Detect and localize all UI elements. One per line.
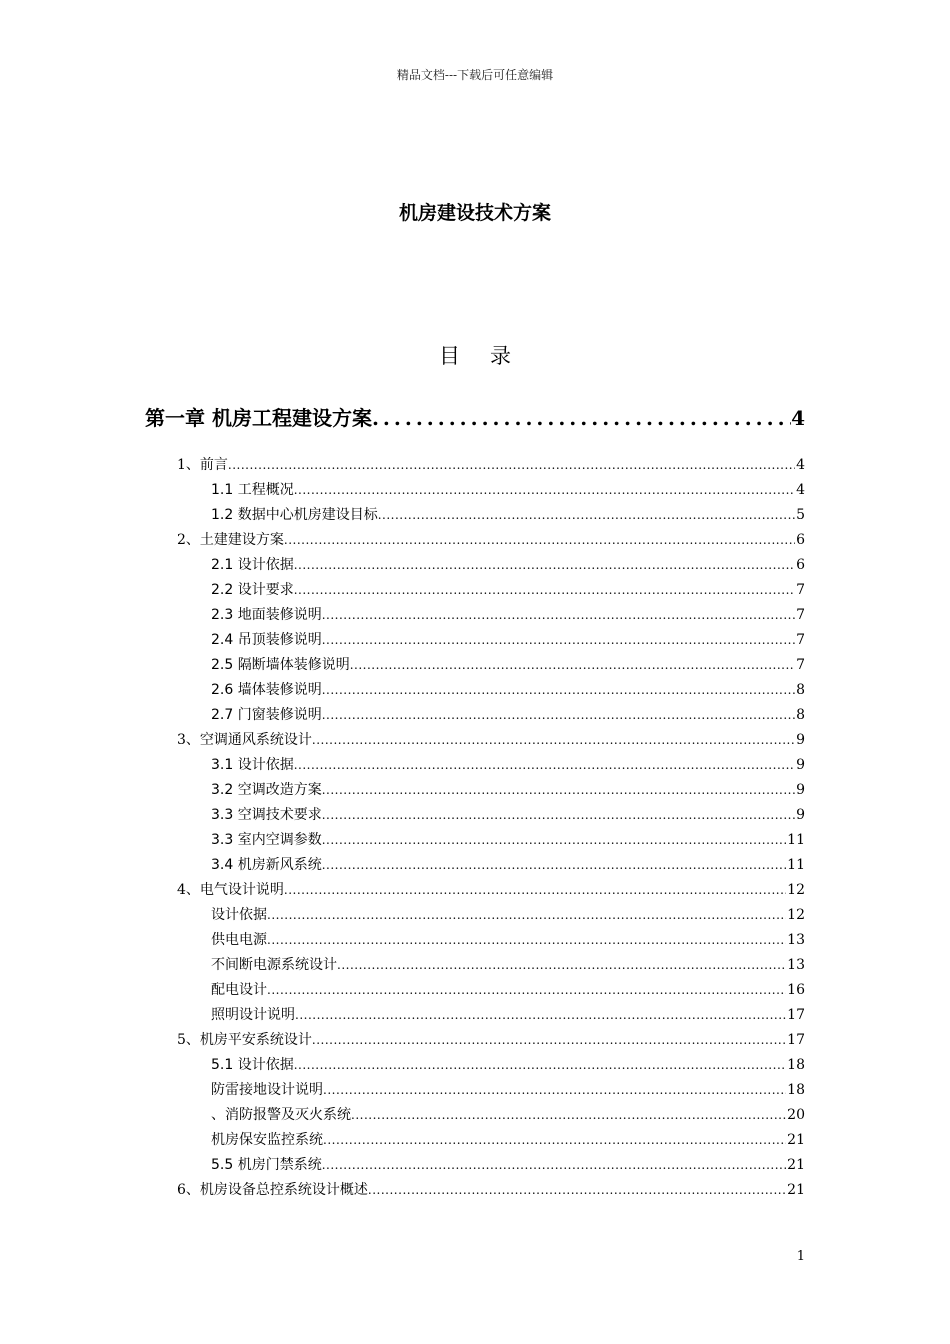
dot-leader	[267, 928, 786, 953]
page-number: 1	[796, 1249, 805, 1264]
toc-entry[interactable]	[211, 1053, 805, 1078]
dot-leader	[368, 1178, 786, 1203]
toc-entry-label: 2.7 门窗装修说明	[211, 707, 322, 723]
toc-entry-label: 2、土建建设方案	[177, 532, 284, 548]
dot-leader	[322, 1153, 786, 1178]
toc-entry[interactable]	[211, 703, 805, 728]
toc-entry-label: 配电设计	[211, 982, 267, 998]
toc-entry[interactable]	[211, 678, 805, 703]
toc-entry-label: 6、机房设备总控系统设计概述	[177, 1182, 368, 1198]
dot-leader	[322, 803, 795, 828]
toc-entry[interactable]	[177, 878, 805, 903]
toc-entry-page: 18	[787, 1057, 805, 1073]
toc-entry-page: 13	[787, 932, 805, 948]
toc-entry-label: 1、前言	[177, 457, 228, 473]
toc-entry-label: 照明设计说明	[211, 1007, 295, 1023]
toc-entry-page: 12	[787, 907, 805, 923]
toc-entry-label: 4、电气设计说明	[177, 882, 284, 898]
toc-entry-label: 1.2 数据中心机房建设目标	[211, 507, 378, 523]
dot-leader	[294, 1053, 786, 1078]
toc-entry[interactable]	[211, 903, 805, 928]
toc-entry-page: 4	[796, 482, 805, 498]
dot-leader	[322, 853, 786, 878]
dot-leader	[337, 953, 786, 978]
toc-entry[interactable]	[211, 953, 805, 978]
toc-entry-label: 机房保安监控系统	[211, 1132, 323, 1148]
toc-entry-label: 2.4 吊顶装修说明	[211, 632, 322, 648]
toc-entry-label: 2.3 地面装修说明	[211, 607, 322, 623]
toc-entry-page: 8	[796, 707, 805, 723]
toc-heading: 目录	[439, 344, 541, 368]
toc-entry-page: 21	[787, 1132, 805, 1148]
dot-leader	[294, 753, 795, 778]
dot-leader	[322, 703, 795, 728]
toc-entry[interactable]	[211, 478, 805, 503]
dot-leader	[323, 1078, 786, 1103]
toc-entry[interactable]	[177, 1028, 805, 1053]
toc-entry[interactable]	[211, 803, 805, 828]
toc-entry[interactable]	[177, 1178, 805, 1203]
toc-entry-page: 18	[787, 1082, 805, 1098]
toc-entry-page: 13	[787, 957, 805, 973]
dot-leader	[378, 503, 795, 528]
toc-entry-label: 3、空调通风系统设计	[177, 732, 312, 748]
toc-entry[interactable]	[211, 628, 805, 653]
toc-entry-label: 2.6 墙体装修说明	[211, 682, 322, 698]
toc-entry[interactable]	[211, 653, 805, 678]
toc-entry-page: 6	[796, 532, 805, 548]
toc-entry-label: 3.1 设计依据	[211, 757, 294, 773]
toc-entry-page: 7	[796, 657, 805, 673]
toc-entry-page: 12	[787, 882, 805, 898]
dot-leader	[284, 878, 786, 903]
toc-entry-page: 9	[796, 757, 805, 773]
dot-leader	[322, 628, 795, 653]
toc-entry-label: 3.3 室内空调参数	[211, 832, 322, 848]
toc-entry-label: 3.2 空调改造方案	[211, 782, 322, 798]
toc-entry[interactable]	[177, 528, 805, 553]
toc-entry-label: 5.1 设计依据	[211, 1057, 294, 1073]
dot-leader	[294, 478, 795, 503]
toc-entry-page: 7	[796, 607, 805, 623]
dot-leader	[284, 528, 795, 553]
dot-leader	[323, 1128, 786, 1153]
dot-leader	[322, 828, 786, 853]
toc-entry-page: 5	[796, 507, 805, 523]
toc-entry[interactable]	[211, 1078, 805, 1103]
dot-leader	[312, 1028, 786, 1053]
toc-entry-page: 7	[796, 632, 805, 648]
page-header: 精品文档---下载后可任意编辑	[396, 68, 554, 82]
dot-leader	[267, 903, 786, 928]
toc-entry[interactable]	[211, 778, 805, 803]
toc-entry-label: 设计依据	[211, 907, 267, 923]
toc-entry-page: 9	[796, 782, 805, 798]
toc-entry-label: 3.3 空调技术要求	[211, 807, 322, 823]
chapter-label: 第一章 机房工程建设方案	[145, 406, 372, 430]
toc-entry-page: 8	[796, 682, 805, 698]
toc-entry[interactable]	[211, 753, 805, 778]
dot-leader	[312, 728, 795, 753]
toc-entry-label: 1.1 工程概况	[211, 482, 294, 498]
toc-entry-page: 17	[787, 1007, 805, 1023]
toc-entry[interactable]	[177, 453, 805, 478]
toc-entry[interactable]	[211, 1003, 805, 1028]
toc-entry[interactable]	[211, 1103, 805, 1128]
toc-entry-label: 供电电源	[211, 932, 267, 948]
toc-entry[interactable]	[211, 578, 805, 603]
dot-leader	[322, 778, 795, 803]
dot-leader	[322, 678, 795, 703]
toc-entry-page: 6	[796, 557, 805, 573]
toc-entry-label: 5、机房平安系统设计	[177, 1032, 312, 1048]
dot-leader	[294, 578, 795, 603]
toc-entry-page: 21	[787, 1157, 805, 1173]
toc-entry-page: 20	[787, 1107, 805, 1123]
toc-entry[interactable]	[177, 728, 805, 753]
toc-entry-label: 2.5 隔断墙体装修说明	[211, 657, 350, 673]
toc-chapter-1[interactable]	[145, 402, 805, 431]
dot-leader	[228, 453, 795, 478]
dot-leader	[372, 406, 791, 430]
toc-entry-label: 3.4 机房新风系统	[211, 857, 322, 873]
toc-entry-label: 不间断电源系统设计	[211, 957, 337, 973]
toc-entry-page: 21	[787, 1182, 805, 1198]
toc-entry-page: 16	[787, 982, 805, 998]
toc-entry-label: 2.1 设计依据	[211, 557, 294, 573]
toc-entry[interactable]	[211, 553, 805, 578]
toc-entry[interactable]	[211, 978, 805, 1003]
toc-entry[interactable]	[211, 828, 805, 853]
toc-entry[interactable]	[211, 503, 805, 528]
toc-entry-page: 4	[796, 457, 805, 473]
dot-leader	[322, 603, 795, 628]
toc-entry-label: 5.5 机房门禁系统	[211, 1157, 322, 1173]
dot-leader	[267, 978, 786, 1003]
dot-leader	[295, 1003, 786, 1028]
toc-entry[interactable]	[211, 1128, 805, 1153]
toc-entry[interactable]	[211, 1153, 805, 1178]
toc-entry[interactable]	[211, 928, 805, 953]
chapter-page: 4	[791, 406, 805, 430]
toc-entry-label: 、消防报警及灭火系统	[211, 1107, 351, 1123]
toc-entry-page: 11	[787, 832, 805, 848]
toc-entry[interactable]	[211, 603, 805, 628]
toc-entry-label: 防雷接地设计说明	[211, 1082, 323, 1098]
toc-entry-page: 17	[787, 1032, 805, 1048]
toc-entry-page: 9	[796, 732, 805, 748]
dot-leader	[350, 653, 795, 678]
toc-entry-page: 9	[796, 807, 805, 823]
toc-entry-page: 11	[787, 857, 805, 873]
document-title: 机房建设技术方案	[398, 202, 551, 224]
toc-entry-page: 7	[796, 582, 805, 598]
dot-leader	[351, 1103, 786, 1128]
toc-entry[interactable]	[211, 853, 805, 878]
dot-leader	[294, 553, 795, 578]
toc-entry-label: 2.2 设计要求	[211, 582, 294, 598]
